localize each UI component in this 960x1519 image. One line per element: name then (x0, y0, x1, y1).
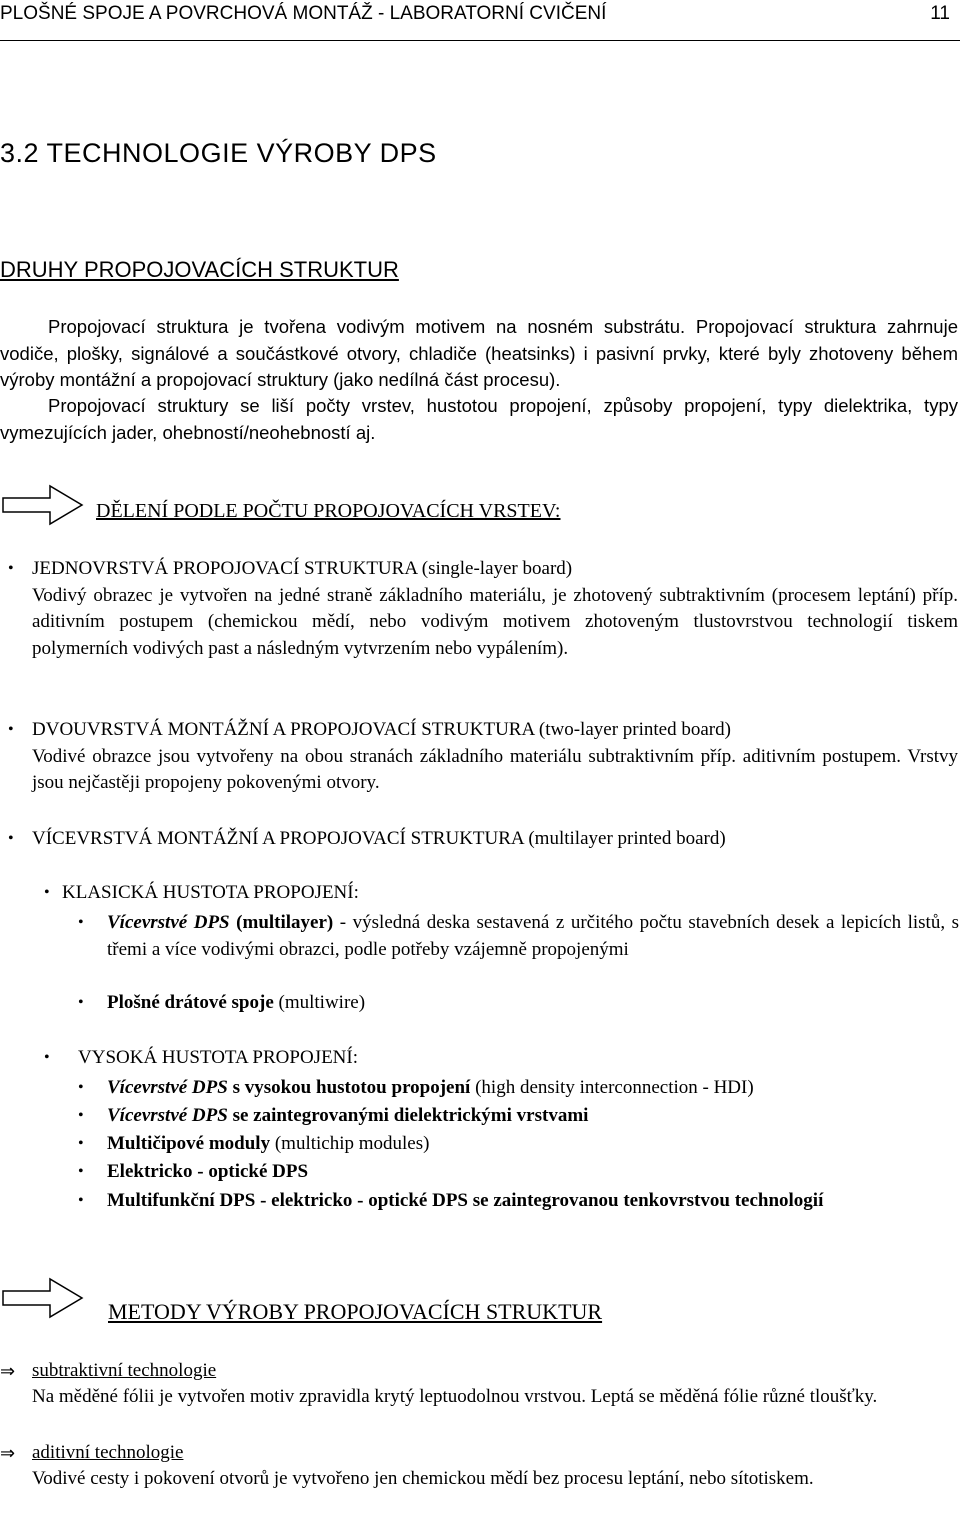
bullet-icon: • (8, 721, 14, 738)
layer-item-single (32, 556, 958, 662)
item-bold: Elektricko - optické DPS (107, 1161, 309, 1182)
layer-item-multi (32, 826, 960, 853)
layer-title: VÍCEVRSTVÁ MONTÁŽNÍ A PROPOJOVACÍ STRUKTURA (32, 828, 524, 849)
page-number: 11 (930, 3, 950, 24)
intro-paragraph-2: Propojovací struktury se liší počty vrstev, hustotou propojení, způsoby propojení, typy dielektrika, typy vymezujících jader, ohebností/neohebností aj. (0, 395, 958, 443)
classic-item-1 (107, 910, 959, 963)
implies-arrow-icon: ⇒ (0, 1443, 16, 1463)
bullet-icon: • (78, 914, 84, 931)
item-bold: Plošné drátové spoje (107, 992, 274, 1013)
subsection-title: DRUHY PROPOJOVACÍCH STRUKTUR (0, 257, 399, 282)
method-body: Na měděné fólii je vytvořen motiv zpravidla krytý leptuodolnou vrstvou. Leptá se měděná fólie různé tloušťky. (32, 1386, 878, 1407)
item-bold: Multičipové moduly (107, 1133, 271, 1154)
bullet-icon: • (44, 884, 50, 901)
bullet-icon: • (78, 1107, 84, 1124)
method-title: subtraktivní technologie (32, 1360, 217, 1381)
item-bold: s vysokou hustotou propojení (227, 1077, 471, 1098)
bullet-icon: • (44, 1049, 50, 1066)
classic-density-title: KLASICKÁ HUSTOTA PROPOJENÍ: (62, 882, 359, 903)
bullet-icon: • (78, 1079, 84, 1096)
layer-item-double (32, 717, 958, 797)
item-bold: se zaintegrovanými dielektrickými vrstvami (227, 1105, 589, 1126)
bullet-icon: • (78, 1135, 84, 1152)
item-text: (multichip modules) (270, 1133, 430, 1154)
item-bold: Multifunkční DPS - elektricko - optické DPS se zaintegrovanou tenkovrstvou technologií (107, 1190, 824, 1211)
layer-body: Vodivý obrazec je vytvořen na jedné straně základního materiálu, je zhotovený subtraktivním (procesem leptání) příp. aditivním postupem (chemickou mědí, nebo vodivým motivem zhotoveným tlustovrstvou technologií tiskem polymerních vodivých past a následným vytvrzením nebo vypálením). (32, 584, 958, 659)
item-bold: (multilayer) (229, 912, 334, 933)
layer-title: DVOUVRSTVÁ MONTÁŽNÍ A PROPOJOVACÍ STRUKTURA (32, 719, 535, 740)
bullet-icon: • (78, 1192, 84, 1209)
item-text: (multiwire) (273, 992, 366, 1013)
high-item-3 (107, 1131, 959, 1158)
layer-title: JEDNOVRSTVÁ PROPOJOVACÍ STRUKTURA (32, 558, 417, 579)
high-item-5 (107, 1188, 959, 1215)
layer-english: (two-layer printed board) (538, 719, 731, 740)
high-item-2 (107, 1103, 959, 1130)
hollow-arrow-icon (2, 1277, 84, 1319)
bullet-icon: • (78, 994, 84, 1011)
intro-paragraph-1: Propojovací struktura je tvořena vodivým motivem na nosném substrátu. Propojovací struktura zahrnuje vodiče, plošky, signálové a součástkové otvory, chladiče (heatsinks) i pasivní prvky, které byly zhotoveny během výroby montážní a propojovací struktury (jako nedílná část procesu). (0, 316, 958, 390)
high-density-title (78, 1045, 358, 1072)
item-bold-italic: Vícevrstvé DPS (107, 912, 230, 933)
page-header (0, 0, 960, 41)
method-body: Vodivé cesty i pokovení otvorů je vytvořeno jen chemickou mědí bez procesu leptání, nebo sítotiskem. (32, 1468, 814, 1489)
layer-body: Vodivé obrazce jsou vytvořeny na obou stranách základního materiálu subtraktivním příp. aditivním postupem. Vrstvy jsou nejčastěji propojeny pokovenými otvory. (32, 745, 958, 793)
high-density-colon: : (352, 1047, 359, 1068)
layer-english: (single-layer board) (421, 558, 573, 579)
implies-arrow-icon: ⇒ (0, 1361, 16, 1381)
high-item-1 (107, 1075, 959, 1102)
methods-heading: METODY VÝROBY PROPOJOVACÍCH STRUKTUR (108, 1299, 603, 1324)
division-heading: DĚLENÍ PODLE POČTU PROPOJOVACÍCH VRSTEV: (96, 500, 561, 522)
bullet-icon: • (8, 830, 14, 847)
high-item-4 (107, 1159, 959, 1186)
item-text: (high density interconnection - HDI) (470, 1077, 754, 1098)
item-bold-italic: Vícevrstvé DPS (107, 1077, 228, 1098)
header-title: PLOŠNÉ SPOJE A POVRCHOVÁ MONTÁŽ - LABORATORNÍ CVIČENÍ (0, 3, 607, 24)
bullet-icon: • (8, 560, 14, 577)
classic-item-2 (107, 990, 959, 1017)
high-density-title-text: VYSOKÁ HUSTOTA PROPOJENÍ (78, 1047, 353, 1068)
method-title: aditivní technologie (32, 1442, 184, 1463)
item-text: - výsledná deska sestavená z určitého počtu stavebních desek a lepicích listů, s třemi a více vodivými obrazci, podle potřeby vzájemně propojenými (107, 912, 960, 960)
layer-english: (multilayer printed board) (528, 828, 726, 849)
item-bold-italic: Vícevrstvé DPS (107, 1105, 228, 1126)
section-title: 3.2 TECHNOLOGIE VÝROBY DPS (0, 138, 437, 168)
bullet-icon: • (78, 1163, 84, 1180)
hollow-arrow-icon (2, 484, 84, 526)
